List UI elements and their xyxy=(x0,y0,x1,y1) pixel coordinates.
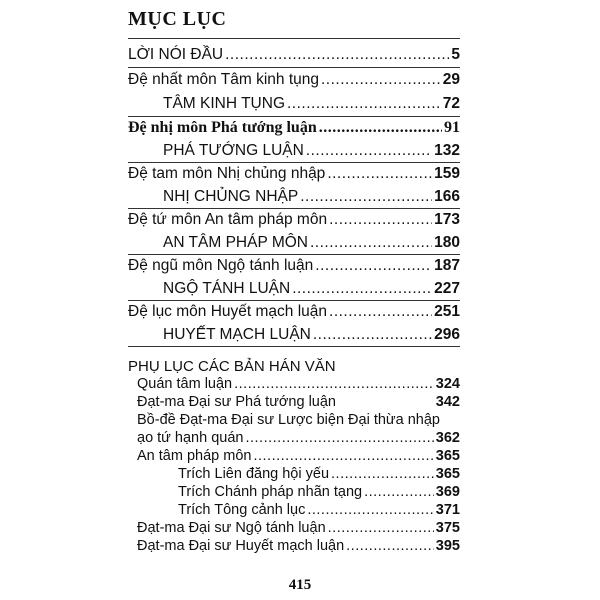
toc-entry[interactable] xyxy=(128,71,460,91)
dot-leader xyxy=(292,280,432,298)
dot-leader xyxy=(321,71,441,89)
toc-entry-title: TÂM KINH TỤNG xyxy=(163,95,285,112)
toc-entry-title: Đệ tam môn Nhị chủng nhập xyxy=(128,165,326,182)
page-heading: MỤC LỤC xyxy=(128,8,227,30)
dot-leader xyxy=(313,326,432,344)
appendix-entry[interactable] xyxy=(137,520,460,540)
toc-entry-page: 132 xyxy=(434,142,460,159)
toc-entry-page: 365 xyxy=(435,448,460,464)
toc-entry-title: Đệ nhị môn Phá tướng luận xyxy=(128,119,317,136)
toc-entry-title: Đạt-ma Đại sư Huyết mạch luận xyxy=(137,538,345,554)
row-rule xyxy=(128,254,460,255)
toc-entry-page: 365 xyxy=(435,466,460,482)
toc-subentry[interactable] xyxy=(163,280,460,300)
page-number: 415 xyxy=(288,577,312,593)
dot-leader xyxy=(315,257,432,275)
dot-leader xyxy=(364,484,434,500)
dot-leader xyxy=(253,448,433,464)
toc-entry-title: An tâm pháp môn xyxy=(137,448,252,464)
toc-entry-page: 5 xyxy=(451,46,460,63)
toc-entry[interactable] xyxy=(128,165,460,185)
row-rule xyxy=(128,162,460,163)
toc-entry[interactable] xyxy=(128,303,460,323)
toc-subentry[interactable] xyxy=(163,326,460,346)
toc-subentry[interactable] xyxy=(163,234,460,254)
toc-entry-page: 72 xyxy=(442,95,460,112)
row-rule xyxy=(128,208,460,209)
appendix-subentry[interactable] xyxy=(178,484,460,504)
toc-entry-title: Đệ tứ môn An tâm pháp môn xyxy=(128,211,328,228)
toc-entry[interactable] xyxy=(128,257,460,277)
dot-leader xyxy=(307,502,433,518)
toc-entry[interactable] xyxy=(128,119,460,139)
toc-entry-page: 369 xyxy=(435,484,460,500)
toc-entry-title: Trích Liên đăng hội yếu xyxy=(178,466,330,482)
toc-entry-title: ạo tứ hạnh quán xyxy=(137,430,244,446)
toc-entry-title: Đệ lục môn Huyết mạch luận xyxy=(128,303,328,320)
dot-leader xyxy=(329,211,432,229)
dot-leader xyxy=(225,46,449,64)
toc-entry-page: 187 xyxy=(434,257,460,274)
dot-leader xyxy=(245,430,433,446)
toc-entry-page: 91 xyxy=(444,119,460,136)
row-rule xyxy=(128,300,460,301)
toc-entry-page: 375 xyxy=(435,520,460,536)
dot-leader xyxy=(319,119,442,137)
toc-entry-page: 362 xyxy=(435,430,460,446)
toc-entry-title: NGỘ TÁNH LUẬN xyxy=(163,280,291,297)
toc-entry-title: Trích Chánh pháp nhãn tạng xyxy=(178,484,363,500)
toc-entry-page: 342 xyxy=(435,394,460,410)
toc-entry-title: Đệ nhất môn Tâm kinh tụng xyxy=(128,71,319,88)
toc-entry-page: 227 xyxy=(434,280,460,297)
dot-leader xyxy=(328,520,434,536)
toc-entry-page: 173 xyxy=(434,211,460,228)
appendix-title: PHỤ LỤC CÁC BẢN HÁN VĂN xyxy=(128,358,336,375)
dot-leader xyxy=(331,466,434,482)
dot-leader xyxy=(300,188,432,206)
toc-entry-title: Quán tâm luận xyxy=(137,376,233,392)
toc-entry-title: Đạt-ma Đại sư Phá tướng luận xyxy=(137,394,336,410)
appendix-entry[interactable] xyxy=(137,538,460,558)
row-rule xyxy=(128,116,460,117)
toc-entry-page: 180 xyxy=(434,234,460,251)
dot-leader xyxy=(306,142,432,160)
toc-entry-title: Đệ ngũ môn Ngộ tánh luận xyxy=(128,257,314,274)
toc-entry-title: Đạt-ma Đại sư Ngộ tánh luận xyxy=(137,520,326,536)
toc-entry-page: 395 xyxy=(435,538,460,554)
toc-entry-title: AN TÂM PHÁP MÔN xyxy=(163,234,308,251)
toc-entry-title: NHỊ CHỦNG NHẬP xyxy=(163,188,299,205)
toc-entry-page: 159 xyxy=(434,165,460,182)
toc-entry-page: 296 xyxy=(434,326,460,343)
appendix-entry[interactable] xyxy=(137,430,460,450)
toc-entry-page: 29 xyxy=(442,71,460,88)
appendix-entry[interactable] xyxy=(137,394,460,414)
toc-subentry[interactable] xyxy=(163,142,460,162)
dot-leader xyxy=(327,165,432,183)
toc-entry-page: 371 xyxy=(435,502,460,518)
appendix-subentry[interactable] xyxy=(178,466,460,486)
dot-leader xyxy=(234,376,434,392)
toc-entry[interactable] xyxy=(128,211,460,231)
toc-entry[interactable] xyxy=(128,46,460,66)
toc-entry-title: HUYẾT MẠCH LUẬN xyxy=(163,326,311,343)
row-rule xyxy=(128,67,460,68)
dot-leader xyxy=(329,303,432,321)
appendix-entry[interactable] xyxy=(137,448,460,468)
heading-rule xyxy=(128,38,460,39)
toc-entry-title: PHÁ TƯỚNG LUẬN xyxy=(163,142,304,159)
toc-subentry[interactable] xyxy=(163,188,460,208)
toc-entry-page: 166 xyxy=(434,188,460,205)
dot-leader xyxy=(287,95,441,113)
appendix-entry-line: Bồ-đề Đạt-ma Đại sư Lược biện Đại thừa nhập xyxy=(137,412,440,428)
toc-entry-page: 251 xyxy=(434,303,460,320)
row-rule xyxy=(128,346,460,347)
appendix-subentry[interactable] xyxy=(178,502,460,522)
dot-leader xyxy=(310,234,432,252)
appendix-entry[interactable] xyxy=(137,376,460,396)
toc-entry-title: Trích Tông cảnh lục xyxy=(178,502,306,518)
toc-entry-title: LỜI NÓI ĐẦU xyxy=(128,46,224,63)
dot-leader xyxy=(346,538,434,554)
toc-subentry[interactable] xyxy=(163,95,460,115)
toc-entry-page: 324 xyxy=(435,376,460,392)
